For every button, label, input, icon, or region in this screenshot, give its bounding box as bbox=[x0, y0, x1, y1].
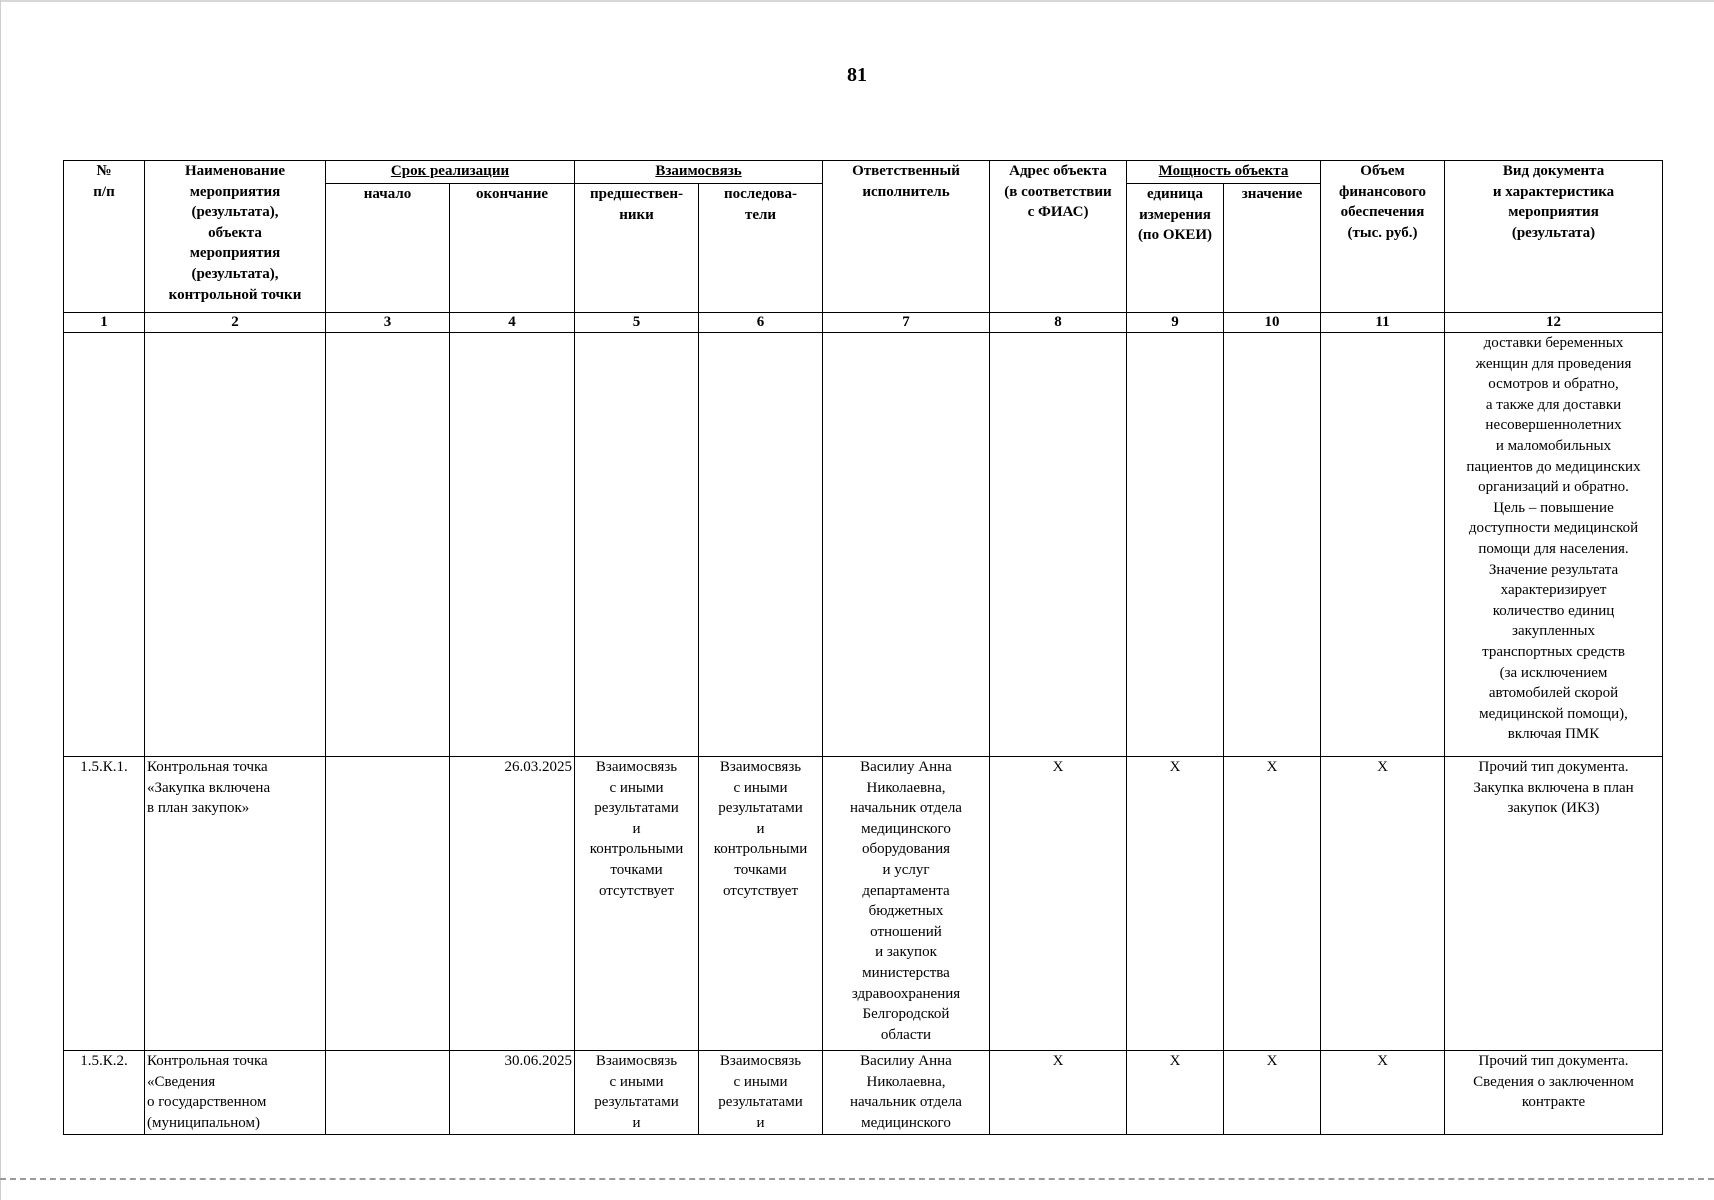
row-finance: Х bbox=[1321, 757, 1445, 1051]
row-address bbox=[990, 333, 1127, 757]
table-row bbox=[64, 1051, 1663, 1135]
column-numbers-row bbox=[64, 313, 1663, 333]
row-name bbox=[145, 333, 326, 757]
table-row bbox=[64, 757, 1663, 1051]
row-no: 1.5.К.2. bbox=[64, 1051, 145, 1135]
row-executor: Василиу Анна Николаевна, начальник отдела медицинского bbox=[823, 1051, 990, 1135]
row-start bbox=[326, 1051, 450, 1135]
row-end bbox=[450, 333, 575, 757]
row-value: Х bbox=[1224, 1051, 1321, 1135]
row-name: Контрольная точка «Закупка включена в план закупок» bbox=[145, 757, 326, 1051]
row-end: 30.06.2025 bbox=[450, 1051, 575, 1135]
scan-edge-left bbox=[0, 0, 1, 1200]
scan-edge-top bbox=[0, 0, 1714, 2]
row-predecessors bbox=[575, 333, 699, 757]
column-number: 2 bbox=[145, 313, 326, 333]
plan-table bbox=[63, 160, 1663, 1135]
row-finance bbox=[1321, 333, 1445, 757]
row-predecessors: Взаимосвязь с иными результатами и bbox=[575, 1051, 699, 1135]
column-number: 8 bbox=[990, 313, 1127, 333]
column-number: 1 bbox=[64, 313, 145, 333]
column-number: 7 bbox=[823, 313, 990, 333]
header-address: Адрес объекта (в соответствии с ФИАС) bbox=[990, 161, 1127, 313]
row-doc-type: доставки беременных женщин для проведения осмотров и обратно, а также для доставки несовершеннолетних и маломобильных пациентов до медицинских организаций и обратно. Цель – повышение доступности медицинской помощи для населения. Значение результата характеризирует количество единиц закупленных транспортных средств (за исключением автомобилей скорой медицинской помощи), включая ПМК bbox=[1445, 333, 1663, 757]
row-value bbox=[1224, 333, 1321, 757]
header-doc-type: Вид документа и характеристика мероприятия (результата) bbox=[1445, 161, 1663, 313]
row-successors bbox=[699, 333, 823, 757]
column-number: 5 bbox=[575, 313, 699, 333]
row-doc-type: Прочий тип документа. Закупка включена в план закупок (ИКЗ) bbox=[1445, 757, 1663, 1051]
column-number: 4 bbox=[450, 313, 575, 333]
row-successors: Взаимосвязь с иными результатами и контрольными точками отсутствует bbox=[699, 757, 823, 1051]
row-unit: Х bbox=[1127, 1051, 1224, 1135]
column-number: 10 bbox=[1224, 313, 1321, 333]
page-number: 81 bbox=[847, 64, 867, 86]
header-predecessors: предшествен- ники bbox=[575, 184, 699, 313]
header-term: Срок реализации bbox=[326, 161, 575, 184]
row-unit: Х bbox=[1127, 757, 1224, 1051]
header-relation: Взаимосвязь bbox=[575, 161, 823, 184]
row-executor bbox=[823, 333, 990, 757]
header-no: № п/п bbox=[64, 161, 145, 313]
header-unit: единица измерения (по ОКЕИ) bbox=[1127, 184, 1224, 313]
column-number: 6 bbox=[699, 313, 823, 333]
row-doc-type: Прочий тип документа. Сведения о заключенном контракте bbox=[1445, 1051, 1663, 1135]
row-address: Х bbox=[990, 1051, 1127, 1135]
header-executor: Ответственный исполнитель bbox=[823, 161, 990, 313]
header-finance: Объем финансового обеспечения (тыс. руб.) bbox=[1321, 161, 1445, 313]
row-end: 26.03.2025 bbox=[450, 757, 575, 1051]
header-successors: последова- тели bbox=[699, 184, 823, 313]
header-value: значение bbox=[1224, 184, 1321, 313]
header-end: окончание bbox=[450, 184, 575, 313]
row-name: Контрольная точка «Сведения о государственном (муниципальном) bbox=[145, 1051, 326, 1135]
row-address: Х bbox=[990, 757, 1127, 1051]
row-finance: Х bbox=[1321, 1051, 1445, 1135]
row-no bbox=[64, 333, 145, 757]
row-successors: Взаимосвязь с иными результатами и bbox=[699, 1051, 823, 1135]
row-predecessors: Взаимосвязь с иными результатами и контрольными точками отсутствует bbox=[575, 757, 699, 1051]
column-number: 9 bbox=[1127, 313, 1224, 333]
row-no: 1.5.К.1. bbox=[64, 757, 145, 1051]
header-capacity: Мощность объекта bbox=[1127, 161, 1321, 184]
row-executor: Василиу Анна Николаевна, начальник отдела медицинского оборудования и услуг департамента бюджетных отношений и закупок министерства здравоохранения Белгородской области bbox=[823, 757, 990, 1051]
column-number: 12 bbox=[1445, 313, 1663, 333]
header-start: начало bbox=[326, 184, 450, 313]
row-start bbox=[326, 333, 450, 757]
row-value: Х bbox=[1224, 757, 1321, 1051]
column-number: 11 bbox=[1321, 313, 1445, 333]
row-unit bbox=[1127, 333, 1224, 757]
column-number: 3 bbox=[326, 313, 450, 333]
header-row-1 bbox=[64, 161, 1663, 184]
table-row bbox=[64, 333, 1663, 757]
scan-artifact-line bbox=[0, 1178, 1714, 1180]
row-start bbox=[326, 757, 450, 1051]
header-name: Наименование мероприятия (результата), объекта мероприятия (результата), контрольной точки bbox=[145, 161, 326, 313]
